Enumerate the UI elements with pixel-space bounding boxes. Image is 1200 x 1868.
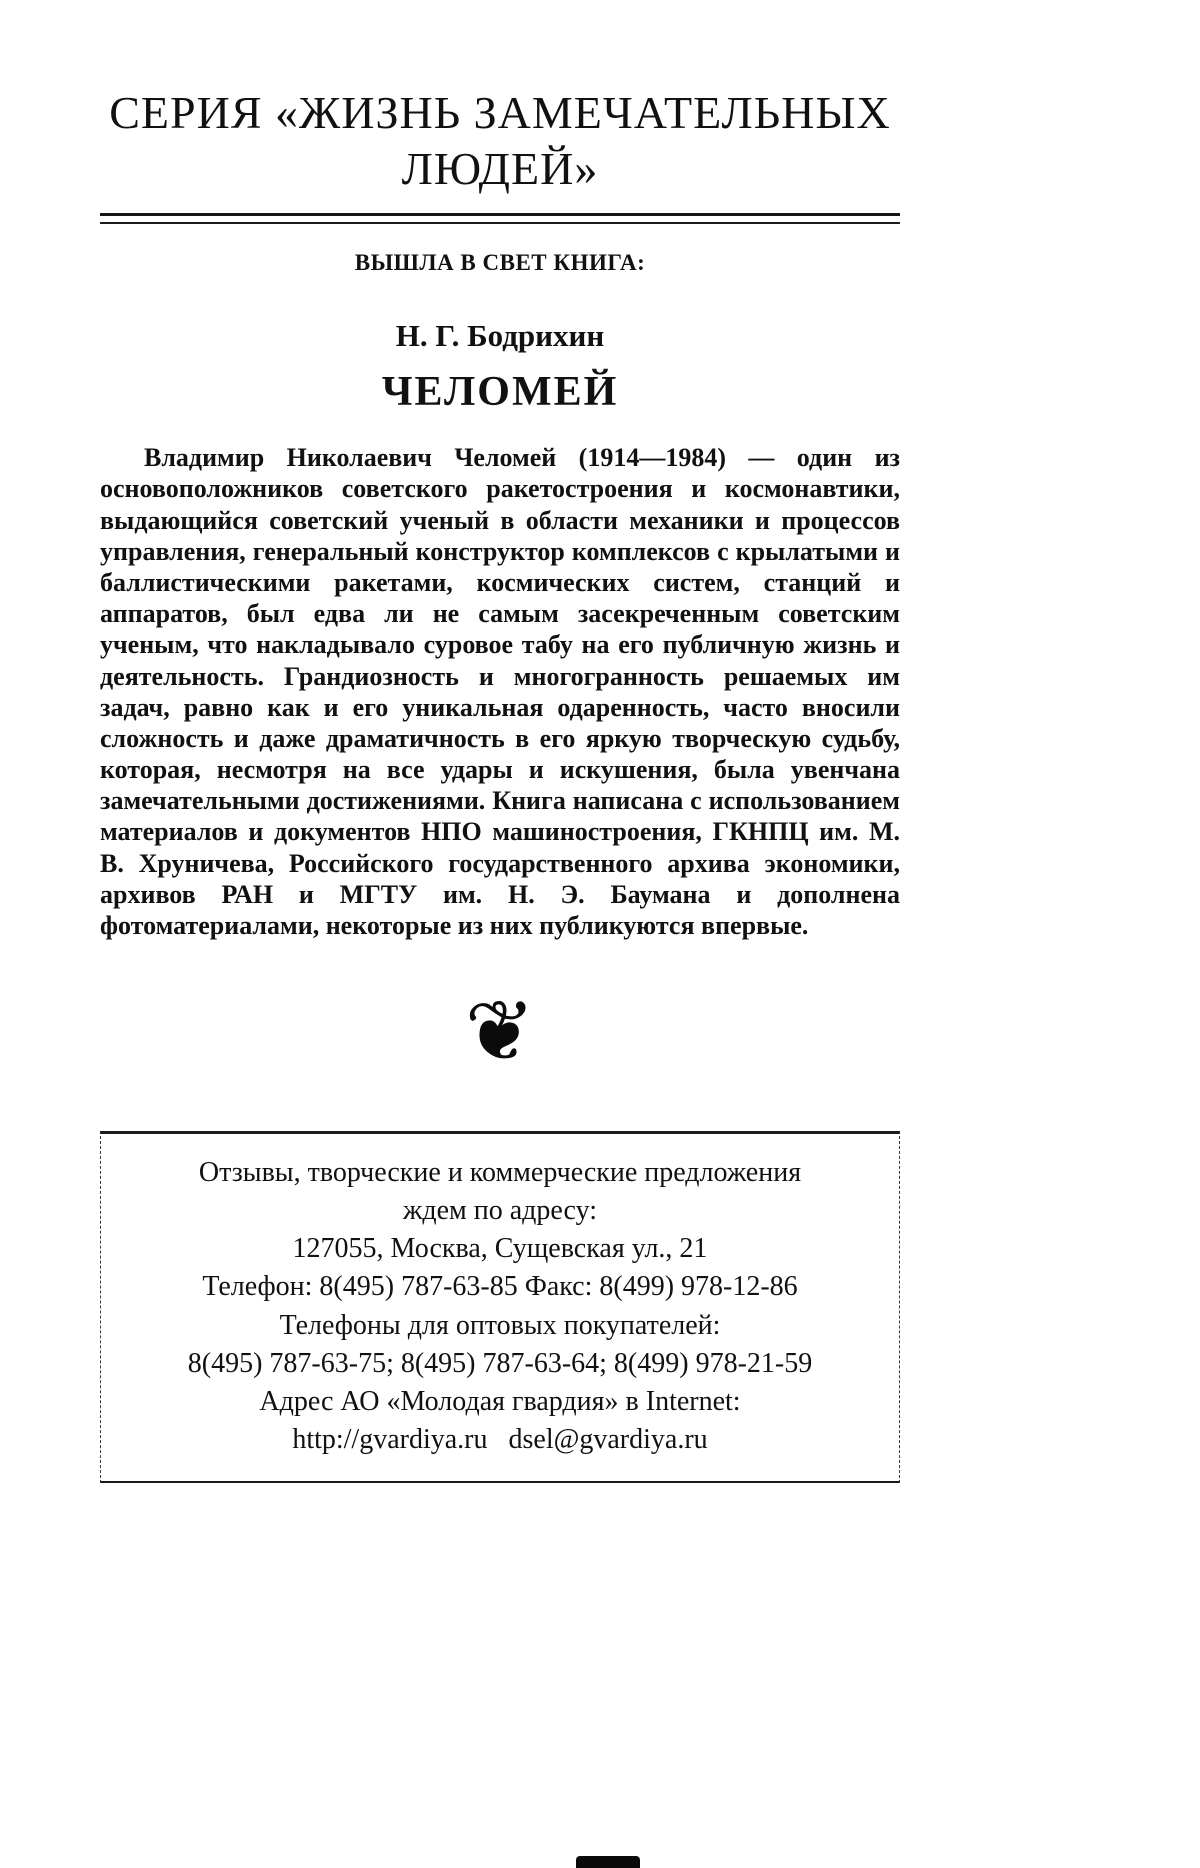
title-divider xyxy=(100,213,900,224)
book-title: ЧЕЛОМЕЙ xyxy=(381,369,619,416)
page-content xyxy=(100,0,900,1483)
contact-line: ждем по адресу: xyxy=(403,1195,597,1227)
contact-box xyxy=(100,1131,900,1483)
divider-line-bottom xyxy=(100,222,900,224)
contact-line: http://gvardiya.ru dsel@gvardiya.ru xyxy=(292,1423,708,1455)
divider-line-top xyxy=(100,213,900,216)
scan-artifact xyxy=(576,1856,640,1868)
contact-line: Телефоны для оптовых покупателей: xyxy=(279,1309,721,1341)
contact-line: Адрес АО «Молодая гвардия» в Internet: xyxy=(259,1385,741,1417)
contact-line: 8(495) 787-63-75; 8(495) 787-63-64; 8(499) 978-21-59 xyxy=(187,1347,813,1379)
book-annotation: Владимир Николаевич Челомей (1914—1984) — один из основоположников советского ракетостроения и космонавтики, выдающийся советский ученый в области механики и процессов управления, генеральный конструктор комплексов с крылатыми и баллистическими ракетами, космических систем, станций и аппаратов, был едва ли не самым засекреченным советским ученым, что накладывало суровое табу на его публичную жизнь и деятельность. Грандиозность и многогранность решаемых им задач, равно как и его уникальная одаренность, часто вносили сложность и даже драматичность в его яркую творческую судьбу, которая, несмотря на все удары и искушения, была увенчана замечательными достижениями. Книга написана с использованием материалов и документов НПО машиностроения, ГКНПЦ им. М. В. Хруничева, Российского государственного архива экономики, архивов РАН и МГТУ им. Н. Э. Баумана и дополнена фотоматериалами, некоторые из них публикуются впервые. xyxy=(100,443,900,941)
fleuron-icon: ❦ xyxy=(464,982,536,1081)
contact-line: Отзывы, творческие и коммерческие предложения xyxy=(198,1157,802,1189)
announcement-text: ВЫШЛА В СВЕТ КНИГА: xyxy=(354,250,646,276)
contact-line: Телефон: 8(495) 787-63-85 Факс: 8(499) 978-12-86 xyxy=(202,1271,798,1303)
contact-line: 127055, Москва, Сущевская ул., 21 xyxy=(292,1233,708,1265)
author-name: Н. Г. Бодрихин xyxy=(395,318,605,354)
series-title: СЕРИЯ «ЖИЗНЬ ЗАМЕЧАТЕЛЬНЫХ ЛЮДЕЙ» xyxy=(109,87,891,195)
